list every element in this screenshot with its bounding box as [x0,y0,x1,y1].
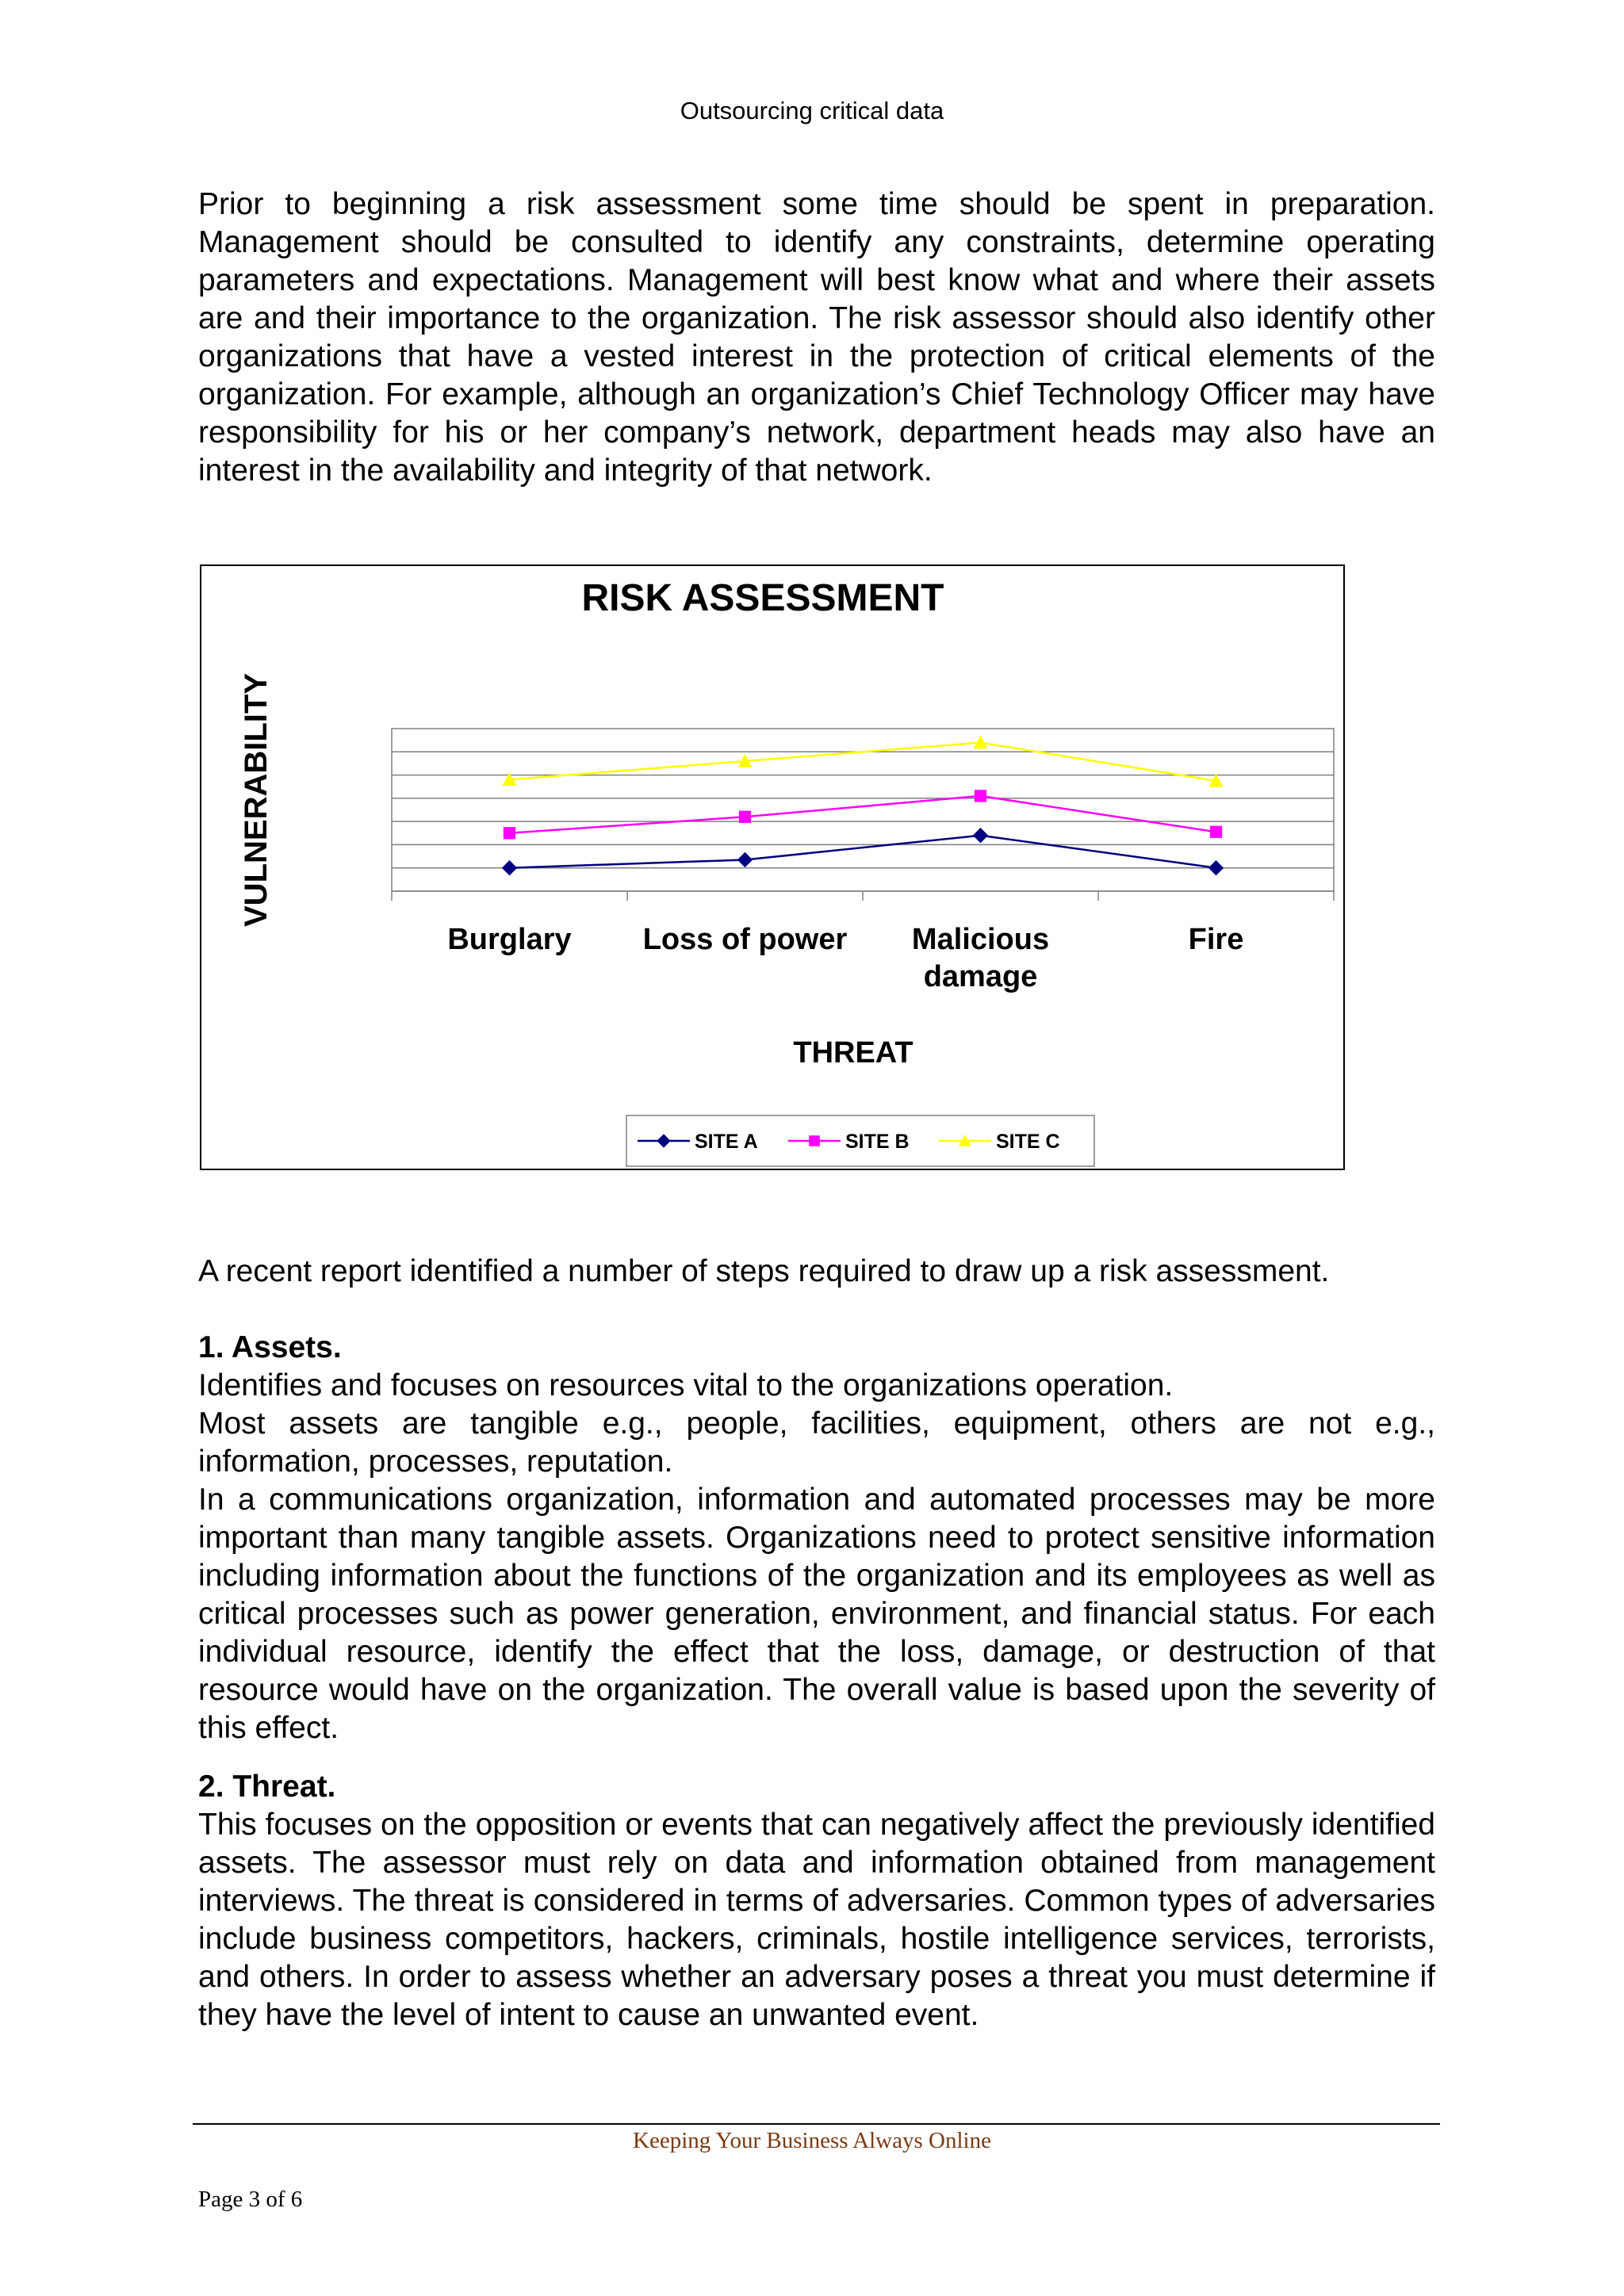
data-point [503,861,517,875]
x-tick-label: Malicious damage [911,923,1050,993]
chart-canvas [201,566,1343,1169]
page-number: Page 3 of 6 [198,2187,303,2212]
series-line-site-b [510,796,1216,833]
steps-intro: A recent report identified a number of steps required to draw up a risk assessment. [198,1254,1330,1288]
chart-title: RISK ASSESSMENT [581,577,944,619]
intro-paragraph: Prior to beginning a risk assessment some time should be spent in preparation. Management should be consulted to identify any constraints, determine operating parameters and expectations. Management will best know what and where their assets are and their importance to the organization. The risk assessor should also identify other organizations that have a vested interest in the protection of critical elements of the organization. For example, although an organization’s Chief Technology Officer may have responsibility for his or her company’s network, department heads may also have an interest in the availability and integrity of that network. [198,187,1435,488]
legend-label: SITE A [695,1131,758,1153]
x-tick-label: Loss of power [642,923,848,956]
x-tick-label: Fire [1188,923,1244,956]
data-point [1210,826,1222,838]
x-tick-label: Burglary [447,923,572,956]
page-header-title: Outsourcing critical data [680,97,944,124]
footer-tagline: Keeping Your Business Always Online [633,2128,991,2153]
data-point [504,827,515,839]
section-heading-assets: 1. Assets. [198,1330,342,1364]
section-heading-threat: 2. Threat. [198,1770,336,1804]
assets-paragraph-1: Identifies and focuses on resources vital to the organizations operation. [198,1368,1174,1402]
risk-assessment-chart [200,564,1345,1170]
footer-divider [193,2123,1440,2125]
legend-marker [809,1135,820,1146]
legend-label: SITE C [996,1131,1060,1153]
data-point [1209,861,1224,875]
assets-paragraph-3: In a communications organization, information and automated processes may be more important than many tangible assets. Organizations need to protect sensitive information including information about the functions of the organization and its employees as well as critical processes such as power generation, environment, and financial status. For each individual resource, identify the effect that the loss, damage, or destruction of that resource would have on the organization. The overall value is based upon the severity of this effect. [198,1483,1435,1745]
chart-x-axis-label: THREAT [793,1036,914,1070]
data-point [974,828,988,843]
threat-paragraph-1: This focuses on the opposition or events that can negatively affect the previously identified assets. The assessor must rely on data and information obtained from management interviews. The threat is considered in terms of adversaries. Common types of adversaries include business competitors, hackers, criminals, hostile intelligence services, terrorists, and others. In order to assess whether an adversary poses a threat you must determine if they have the level of intent to cause an unwanted event. [198,1808,1435,2032]
data-point [738,852,753,867]
data-point [739,811,751,823]
series-line-site-a [510,836,1216,868]
assets-paragraph-2: Most assets are tangible e.g., people, facilities, equipment, others are not e.g., information, processes, reputation. [198,1406,1435,1479]
legend-label: SITE B [845,1131,910,1153]
chart-y-axis-label: VULNERABILITY [239,673,274,927]
data-point [975,790,986,802]
